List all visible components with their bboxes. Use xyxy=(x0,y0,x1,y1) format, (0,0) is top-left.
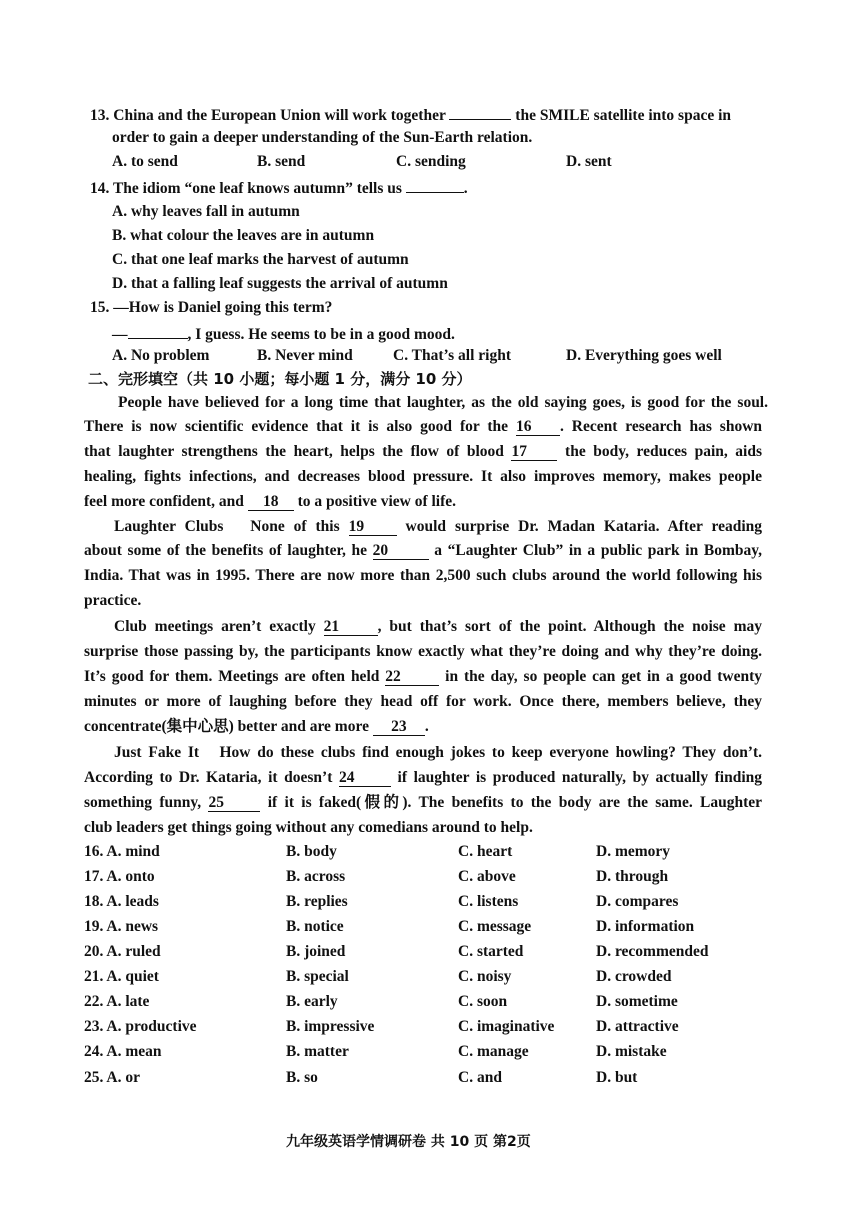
p4-line-3-text-b: if it is faked(假的). The benefits to the body are the same. Laughter xyxy=(267,794,763,811)
blank-22[interactable]: 22 xyxy=(385,668,439,686)
option-17-a[interactable]: 17. A. onto xyxy=(84,868,155,885)
option-19-c[interactable]: C. message xyxy=(458,918,532,935)
q13-stem-line-1 xyxy=(90,104,731,126)
p1-line-2-text-a: There is now scientific evidence that it is also good for the xyxy=(84,418,509,435)
option-17-d[interactable]: D. through xyxy=(596,868,669,885)
p4-line-4: club leaders get things going without any comedians around to help. xyxy=(84,819,533,836)
option-24-c[interactable]: C. manage xyxy=(458,1043,529,1060)
q15-option-c[interactable]: C. That’s all right xyxy=(393,347,511,364)
cloze-row-17 xyxy=(0,868,860,888)
option-24-b[interactable]: B. matter xyxy=(286,1043,349,1060)
blank-24[interactable]: 24 xyxy=(339,769,391,787)
cloze-row-25 xyxy=(0,1069,860,1089)
option-25-d[interactable]: D. but xyxy=(596,1069,638,1086)
option-23-c[interactable]: C. imaginative xyxy=(458,1018,555,1035)
p1-line-3 xyxy=(84,442,762,462)
option-16-c[interactable]: C. heart xyxy=(458,843,513,860)
q15-options xyxy=(0,347,860,367)
p4-line-1 xyxy=(84,743,762,763)
option-19-d[interactable]: D. information xyxy=(596,918,695,935)
p1-line-2-text-b: . Recent research has shown xyxy=(559,418,763,435)
q14-answer-blank[interactable] xyxy=(406,177,464,193)
option-21-c[interactable]: C. noisy xyxy=(458,968,512,985)
q14-option-d[interactable]: D. that a falling leaf suggests the arrival of autumn xyxy=(112,275,448,292)
p1-line-1-text: People have believed for a long time that laughter, as the old saying goes, is good for the soul. xyxy=(118,394,768,411)
option-20-d[interactable]: D. recommended xyxy=(596,943,709,960)
blank-16[interactable]: 16 xyxy=(516,418,560,436)
page-footer: 九年级英语学情调研卷 共 10 页 第2页 xyxy=(286,1134,531,1150)
option-21-d[interactable]: D. crowded xyxy=(596,968,672,985)
cloze-row-18 xyxy=(0,893,860,913)
p2-line-4: practice. xyxy=(84,592,142,609)
option-21-a[interactable]: 21. A. quiet xyxy=(84,968,159,985)
q13-option-d[interactable]: D. sent xyxy=(566,153,612,170)
q15-option-a[interactable]: A. No problem xyxy=(112,347,210,364)
option-23-d[interactable]: D. attractive xyxy=(596,1018,679,1035)
q13-answer-blank[interactable] xyxy=(449,104,511,120)
option-24-d[interactable]: D. mistake xyxy=(596,1043,667,1060)
q15-option-d[interactable]: D. Everything goes well xyxy=(566,347,722,364)
p1-line-3-text-a: that laughter strengthens the heart, helps the flow of blood xyxy=(84,443,504,460)
p3-line-1-text-a: Club meetings aren’t exactly xyxy=(114,618,316,635)
cloze-row-23 xyxy=(0,1018,860,1038)
section-2-heading: 二、完形填空（共 10 小题；每小题 1 分，满分 10 分） xyxy=(88,370,472,388)
q15-stem-line-2 xyxy=(112,323,455,345)
p4-line-2 xyxy=(84,768,762,788)
option-22-d[interactable]: D. sometime xyxy=(596,993,678,1010)
q13-option-b[interactable]: B. send xyxy=(257,153,306,170)
option-22-a[interactable]: 22. A. late xyxy=(84,993,150,1010)
q13-options xyxy=(0,153,860,173)
p1-line-5-text-a: feel more confident, and xyxy=(84,493,244,510)
blank-21[interactable]: 21 xyxy=(324,618,378,636)
option-17-b[interactable]: B. across xyxy=(286,868,346,885)
subheading-just-fake-it: Just Fake It xyxy=(114,744,200,761)
q13-text-a: 13. China and the European Union will work together xyxy=(90,107,446,124)
p3-line-4: minutes or more of laughing before they head off for work. Once there, members believe, they xyxy=(84,693,762,710)
q13-option-c[interactable]: C. sending xyxy=(396,153,466,170)
option-21-b[interactable]: B. special xyxy=(286,968,349,985)
cloze-row-20 xyxy=(0,943,860,963)
p3-line-5-text-a: concentrate(集中心思) better and are more xyxy=(84,718,369,735)
cloze-row-22 xyxy=(0,993,860,1013)
option-25-b[interactable]: B. so xyxy=(286,1069,318,1086)
q15-text: , I guess. He seems to be in a good mood. xyxy=(187,326,455,343)
p3-line-5 xyxy=(84,717,429,737)
subheading-laughter-clubs: Laughter Clubs xyxy=(114,518,224,535)
blank-19[interactable]: 19 xyxy=(349,518,397,536)
option-18-d[interactable]: D. compares xyxy=(596,893,679,910)
p3-line-2: surprise those passing by, the participants know exactly what they’re doing and why they’re doing. xyxy=(84,643,762,660)
cloze-row-19 xyxy=(0,918,860,938)
q15-option-b[interactable]: B. Never mind xyxy=(257,347,353,364)
blank-17[interactable]: 17 xyxy=(511,443,557,461)
q15-answer-blank[interactable] xyxy=(128,323,188,339)
option-18-a[interactable]: 18. A. leads xyxy=(84,893,159,910)
p3-line-5-text-b: . xyxy=(424,718,429,735)
p2-line-1-text-a: None of this xyxy=(250,518,340,535)
blank-18[interactable]: 18 xyxy=(248,493,294,511)
p2-line-3: India. That was in 1995. There are now more than 2,500 such clubs around the world following his xyxy=(84,567,762,584)
q14-stem xyxy=(90,177,468,199)
q15-stem-line-1: 15. —How is Daniel going this term? xyxy=(90,299,333,316)
p1-line-3-text-b: the body, reduces pain, aids xyxy=(565,443,763,460)
blank-25[interactable]: 25 xyxy=(208,794,260,812)
option-22-b[interactable]: B. early xyxy=(286,993,338,1010)
cloze-row-24 xyxy=(0,1043,860,1063)
option-17-c[interactable]: C. above xyxy=(458,868,516,885)
option-20-c[interactable]: C. started xyxy=(458,943,524,960)
p4-line-2-text-b: if laughter is produced naturally, by actually finding xyxy=(397,769,763,786)
option-23-a[interactable]: 23. A. productive xyxy=(84,1018,197,1035)
p1-line-1 xyxy=(90,393,768,413)
option-18-c[interactable]: C. listens xyxy=(458,893,519,910)
p3-line-3-text-b: in the day, so people can get in a good twenty xyxy=(445,668,762,685)
q13-option-a[interactable]: A. to send xyxy=(112,153,178,170)
q14-option-a[interactable]: A. why leaves fall in autumn xyxy=(112,203,300,220)
option-20-a[interactable]: 20. A. ruled xyxy=(84,943,161,960)
p3-line-3 xyxy=(84,667,762,687)
option-16-a[interactable]: 16. A. mind xyxy=(84,843,160,860)
blank-20[interactable]: 20 xyxy=(373,542,429,560)
option-22-c[interactable]: C. soon xyxy=(458,993,508,1010)
cloze-row-21 xyxy=(0,968,860,988)
q14-period: . xyxy=(463,180,468,197)
p1-line-4: healing, fights infections, and decreases blood pressure. It also improves memory, makes people xyxy=(84,468,762,485)
blank-23[interactable]: 23 xyxy=(373,718,425,736)
option-18-b[interactable]: B. replies xyxy=(286,893,348,910)
p2-line-1 xyxy=(84,517,762,537)
option-25-a[interactable]: 25. A. or xyxy=(84,1069,140,1086)
p3-line-1-text-b: , but that’s sort of the point. Although the noise may xyxy=(377,618,762,635)
cloze-row-16 xyxy=(0,843,860,863)
option-24-a[interactable]: 24. A. mean xyxy=(84,1043,162,1060)
p1-line-2 xyxy=(84,417,762,437)
q13-text-b: the SMILE satellite into space in xyxy=(515,107,732,124)
q15-dash: — xyxy=(112,326,128,343)
option-19-a[interactable]: 19. A. news xyxy=(84,918,159,935)
p1-line-5 xyxy=(84,492,456,512)
option-25-c[interactable]: C. and xyxy=(458,1069,502,1086)
option-23-b[interactable]: B. impressive xyxy=(286,1018,375,1035)
option-19-b[interactable]: B. notice xyxy=(286,918,344,935)
q14-text: 14. The idiom “one leaf knows autumn” tells us xyxy=(90,180,402,197)
q14-option-b[interactable]: B. what colour the leaves are in autumn xyxy=(112,227,375,244)
p2-line-1-text-b: would surprise Dr. Madan Kataria. After reading xyxy=(405,518,763,535)
p3-line-1 xyxy=(84,617,762,637)
p4-line-3-text-a: something funny, xyxy=(84,794,202,811)
p3-line-3-text-a: It’s good for them. Meetings are often held xyxy=(84,668,380,685)
p2-line-2-text-b: a “Laughter Club” in a public park in Bombay, xyxy=(434,542,763,559)
p2-line-2-text-a: about some of the benefits of laughter, he xyxy=(84,542,367,559)
q14-option-c[interactable]: C. that one leaf marks the harvest of autumn xyxy=(112,251,409,268)
p2-line-2 xyxy=(84,541,762,561)
option-20-b[interactable]: B. joined xyxy=(286,943,346,960)
p4-line-1-text: How do these clubs find enough jokes to keep everyone howling? They don’t. xyxy=(219,744,763,761)
p4-line-3 xyxy=(84,793,762,813)
p1-line-5-text-b: to a positive view of life. xyxy=(297,493,457,510)
option-16-b[interactable]: B. body xyxy=(286,843,337,860)
p4-line-2-text-a: According to Dr. Kataria, it doesn’t xyxy=(84,769,333,786)
option-16-d[interactable]: D. memory xyxy=(596,843,671,860)
q13-stem-line-2: order to gain a deeper understanding of the Sun-Earth relation. xyxy=(112,129,533,146)
